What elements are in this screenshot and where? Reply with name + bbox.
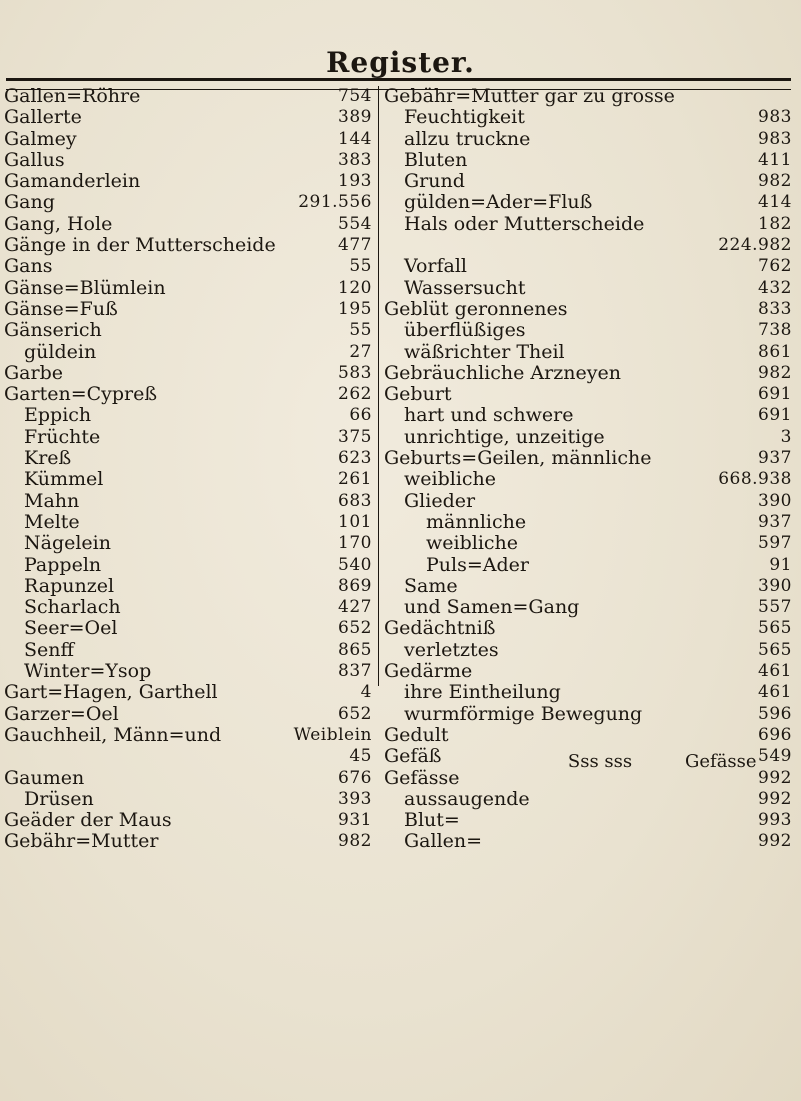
index-term: Gamanderlein — [4, 170, 141, 193]
left-column — [4, 86, 374, 853]
index-entry — [4, 512, 374, 533]
index-entry — [4, 831, 374, 852]
index-entry — [384, 214, 792, 235]
right-column — [384, 86, 792, 853]
index-term: Wassersucht — [404, 276, 526, 299]
page-number: 565 — [758, 618, 792, 639]
index-term: weibliche — [404, 468, 497, 491]
index-term: Früchte — [24, 425, 101, 448]
index-entry — [4, 704, 374, 725]
page-number: 193 — [338, 171, 372, 192]
page-number: 144 — [338, 128, 372, 149]
index-entry — [384, 533, 792, 554]
index-entry — [384, 86, 792, 107]
index-term: Nägelein — [24, 532, 111, 555]
index-term: Gauchheil, Männ=und — [4, 723, 222, 746]
page-number: 992 — [758, 831, 792, 852]
index-term: Gallerte — [4, 106, 82, 129]
page-number: 937 — [758, 448, 792, 469]
page-number: 461 — [758, 661, 792, 682]
index-term: Eppich — [24, 404, 92, 427]
index-term: Gedult — [384, 723, 449, 746]
page-number: 869 — [338, 575, 372, 596]
index-entry — [4, 107, 374, 128]
page-number: 461 — [758, 682, 792, 703]
index-term: allzu truckne — [404, 127, 531, 150]
column-divider — [378, 86, 379, 686]
page-number: 833 — [758, 298, 792, 319]
page-number: 414 — [758, 192, 792, 213]
index-entry — [4, 576, 374, 597]
index-entry — [384, 171, 792, 192]
page-number: 691 — [758, 384, 792, 405]
page-number: 937 — [758, 511, 792, 532]
page-number: 992 — [758, 788, 792, 809]
index-entry — [4, 661, 374, 682]
index-entry — [4, 725, 374, 746]
index-entry — [4, 405, 374, 426]
page-number: 432 — [758, 277, 792, 298]
page-number: 668.938 — [718, 469, 792, 490]
page-number: 291.556 — [298, 192, 372, 213]
index-term: Gänse=Blümlein — [4, 276, 166, 299]
index-entry — [4, 597, 374, 618]
page-number: 652 — [338, 703, 372, 724]
page-number: 55 — [349, 256, 372, 277]
index-term: Gaumen — [4, 766, 85, 789]
index-entry — [384, 448, 792, 469]
index-entry — [4, 235, 374, 256]
page-number: 262 — [338, 384, 372, 405]
page-number: 390 — [758, 575, 792, 596]
index-term: Kreß — [24, 447, 72, 470]
page-number: 27 — [349, 341, 372, 362]
index-term: Gart=Hagen, Garthell — [4, 681, 218, 704]
page-number: 683 — [338, 490, 372, 511]
index-term: Same — [404, 574, 458, 597]
index-entry — [384, 150, 792, 171]
index-entry — [4, 256, 374, 277]
index-term: Geburt — [384, 383, 452, 406]
page-number: Weiblein — [293, 724, 372, 745]
page-number: 983 — [758, 107, 792, 128]
index-term: und Samen=Gang — [404, 596, 580, 619]
index-entry — [4, 618, 374, 639]
page-number: 170 — [338, 533, 372, 554]
index-entry — [384, 810, 792, 831]
page-number: 865 — [338, 639, 372, 660]
index-entry — [384, 363, 792, 384]
index-term: Geblüt geronnenes — [384, 297, 568, 320]
page-number: 623 — [338, 448, 372, 469]
page-number: 224.982 — [718, 235, 792, 256]
index-term: Vorfall — [404, 255, 468, 278]
index-term: Garzer=Oel — [4, 702, 119, 725]
index-term: Gang, Hole — [4, 212, 113, 235]
page-number: 596 — [758, 703, 792, 724]
index-entry — [384, 831, 792, 852]
page-number: 652 — [338, 618, 372, 639]
index-entry — [4, 533, 374, 554]
index-entry — [4, 555, 374, 576]
index-entry — [384, 129, 792, 150]
index-term: Garbe — [4, 361, 63, 384]
index-entry — [384, 576, 792, 597]
index-term: Gedächtniß — [384, 617, 496, 640]
index-entry — [4, 129, 374, 150]
index-term: Gänse=Fuß — [4, 297, 118, 320]
page-number: 738 — [758, 320, 792, 341]
index-entry — [384, 299, 792, 320]
signature-mark: Sss sss — [567, 751, 633, 772]
page-number: 411 — [758, 149, 792, 170]
page-number: 549 — [758, 746, 792, 767]
index-term: wurmförmige Bewegung — [404, 702, 643, 725]
page-number: 3 — [780, 426, 792, 447]
index-entry — [384, 405, 792, 426]
page-footer — [500, 751, 757, 772]
page-number: 597 — [758, 533, 792, 554]
page-number: 55 — [349, 320, 372, 341]
index-entry — [4, 448, 374, 469]
index-entry — [384, 192, 792, 213]
index-entry — [4, 810, 374, 831]
index-entry — [4, 427, 374, 448]
index-entry — [384, 661, 792, 682]
page-number: 261 — [338, 469, 372, 490]
index-term: Seer=Oel — [24, 617, 118, 640]
index-term: Gang — [4, 191, 55, 214]
index-term: männliche — [426, 510, 527, 533]
page-number: 554 — [338, 213, 372, 234]
page-number: 120 — [338, 277, 372, 298]
page-header: Register. — [326, 46, 475, 79]
index-term: wäßrichter Theil — [404, 340, 565, 363]
page-number: 195 — [338, 298, 372, 319]
index-entry — [384, 789, 792, 810]
index-term: Geäder der Maus — [4, 809, 172, 832]
index-term: Scharlach — [24, 596, 121, 619]
page-number: 837 — [338, 661, 372, 682]
page-number: 4 — [360, 682, 372, 703]
page-number: 696 — [758, 724, 792, 745]
index-entry — [4, 768, 374, 789]
index-term: Gefässe — [384, 766, 460, 789]
page-number: 931 — [338, 810, 372, 831]
index-entry — [384, 469, 792, 490]
index-term: Winter=Ysop — [24, 660, 152, 683]
index-term: güldein — [24, 340, 97, 363]
page-number: 427 — [338, 597, 372, 618]
index-term: Mahn — [24, 489, 80, 512]
index-entry — [4, 469, 374, 490]
index-entry — [384, 640, 792, 661]
index-term: verletztes — [404, 638, 499, 661]
index-term: Kümmel — [24, 468, 104, 491]
index-entry — [384, 491, 792, 512]
index-entry — [4, 363, 374, 384]
index-term: Gallus — [4, 148, 65, 171]
index-entry — [4, 171, 374, 192]
index-term: Bluten — [404, 148, 468, 171]
page-number: 557 — [758, 597, 792, 618]
index-entry — [4, 746, 374, 767]
index-entry — [384, 725, 792, 746]
page-number: 565 — [758, 639, 792, 660]
index-term: Gebähr=Mutter gar zu grosse — [384, 85, 675, 107]
page-number: 66 — [349, 405, 372, 426]
page-number: 101 — [338, 511, 372, 532]
page-number: 383 — [338, 149, 372, 170]
index-entry — [4, 491, 374, 512]
index-term: hart und schwere — [404, 404, 574, 427]
index-entry — [384, 682, 792, 703]
page-number: 982 — [338, 831, 372, 852]
index-term: Hals oder Mutterscheide — [404, 212, 645, 235]
index-term: Galmey — [4, 127, 77, 150]
index-term: Gedärme — [384, 660, 473, 683]
index-term: Puls=Ader — [426, 553, 529, 576]
page-number: 691 — [758, 405, 792, 426]
page-number: 393 — [338, 788, 372, 809]
index-entry — [4, 682, 374, 703]
index-term: ihre Eintheilung — [404, 681, 561, 704]
index-term: aussaugende — [404, 787, 530, 810]
page-number: 45 — [349, 746, 372, 767]
page-number: 992 — [758, 767, 792, 788]
index-term: Grund — [404, 170, 465, 193]
index-entry — [384, 618, 792, 639]
page-number: 754 — [338, 86, 372, 106]
page-number: 982 — [758, 362, 792, 383]
index-entry — [4, 384, 374, 405]
index-entry — [4, 214, 374, 235]
index-entry — [384, 107, 792, 128]
index-term: gülden=Ader=Fluß — [404, 191, 593, 214]
index-term: Gänserich — [4, 319, 102, 342]
index-term: Gans — [4, 255, 53, 278]
index-term: weibliche — [426, 532, 519, 555]
index-entry — [4, 299, 374, 320]
page-number: 91 — [769, 554, 792, 575]
page-number: 477 — [338, 235, 372, 256]
page-number: 983 — [758, 128, 792, 149]
index-term: Gefäß — [384, 745, 442, 768]
index-term: Glieder — [404, 489, 476, 512]
index-term: Pappeln — [24, 553, 102, 576]
index-entry — [384, 278, 792, 299]
index-entry — [4, 640, 374, 661]
page-number: 375 — [338, 426, 372, 447]
page-number: 583 — [338, 362, 372, 383]
index-entry — [384, 384, 792, 405]
index-entry — [4, 789, 374, 810]
index-term: Blut= — [404, 809, 460, 832]
page-number: 540 — [338, 554, 372, 575]
index-entry — [4, 320, 374, 341]
index-entry — [4, 342, 374, 363]
index-entry — [384, 597, 792, 618]
index-entry — [4, 150, 374, 171]
index-entry — [384, 512, 792, 533]
index-term: Geburts=Geilen, männliche — [384, 447, 652, 470]
catchword: Gefässe — [685, 751, 757, 772]
index-term: Gebähr=Mutter — [4, 830, 159, 853]
index-entry — [384, 256, 792, 277]
index-entry — [4, 278, 374, 299]
page-number: 389 — [338, 107, 372, 128]
index-entry — [384, 427, 792, 448]
page-number: 390 — [758, 490, 792, 511]
page-number: 993 — [758, 810, 792, 831]
page-number: 861 — [758, 341, 792, 362]
index-entry — [4, 86, 374, 107]
index-term: Drüsen — [24, 787, 94, 810]
index-entry — [384, 342, 792, 363]
page-number: 676 — [338, 767, 372, 788]
index-term: Rapunzel — [24, 574, 115, 597]
index-entry — [384, 555, 792, 576]
index-term: Senff — [24, 638, 74, 661]
index-term: Gebräuchliche Arzneyen — [384, 361, 621, 384]
index-term: Gallen= — [404, 830, 483, 853]
index-entry — [4, 192, 374, 213]
index-term: Garten=Cypreß — [4, 383, 158, 406]
index-term: Gänge in der Mutterscheide — [4, 234, 276, 257]
index-entry — [384, 320, 792, 341]
index-entry — [384, 235, 792, 256]
index-term: überflüßiges — [404, 319, 526, 342]
page-number: 762 — [758, 256, 792, 277]
index-term: Gallen=Röhre — [4, 85, 141, 107]
index-term: Melte — [24, 510, 80, 533]
index-entry — [384, 704, 792, 725]
index-term: unrichtige, unzeitige — [404, 425, 605, 448]
page-number: 982 — [758, 171, 792, 192]
index-term: Feuchtigkeit — [404, 106, 525, 129]
page-number: 182 — [758, 213, 792, 234]
